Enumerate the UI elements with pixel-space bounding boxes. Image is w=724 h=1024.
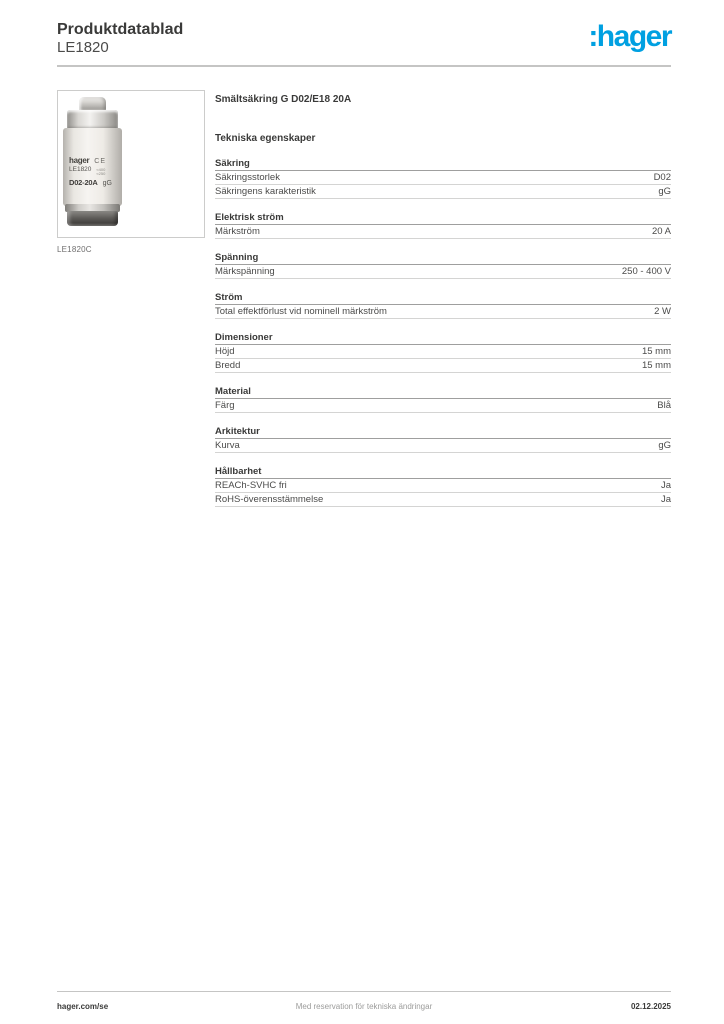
fuse-voltage-marking: ≈400 ≈250 — [96, 167, 106, 176]
footer-date: 02.12.2025 — [630, 1002, 671, 1011]
fuse-collar — [67, 110, 118, 129]
header-titles — [57, 20, 183, 57]
fuse-brand-marking: hager — [69, 156, 90, 165]
spec-group — [215, 331, 671, 373]
spec-label: Kurva — [215, 440, 240, 451]
spec-value: 15 mm — [641, 360, 671, 371]
spec-value: 250 - 400 V — [621, 266, 671, 277]
spec-label: Bredd — [215, 360, 241, 371]
fuse-base — [67, 211, 118, 226]
spec-group — [215, 291, 671, 319]
fuse-class-marking: gG — [102, 180, 112, 187]
spec-label: Höjd — [215, 346, 235, 357]
ce-mark: CE — [94, 158, 107, 165]
spec-row — [215, 345, 671, 359]
spec-row — [215, 359, 671, 373]
spec-group-title: Ström — [215, 291, 671, 305]
spec-groups — [215, 157, 671, 507]
main-content — [57, 90, 671, 507]
photo-caption: LE1820C — [57, 245, 92, 254]
spec-group-title: Säkring — [215, 157, 671, 171]
spec-row — [215, 225, 671, 239]
fuse-illustration — [58, 91, 204, 237]
spec-group — [215, 465, 671, 507]
spec-group — [215, 157, 671, 199]
spec-value: 2 W — [654, 306, 671, 317]
footer-disclaimer: Med reservation för tekniska ändringar — [295, 1002, 433, 1011]
product-photo — [57, 90, 205, 238]
spec-group — [215, 251, 671, 279]
spec-row — [215, 171, 671, 185]
spec-label: Färg — [215, 400, 235, 411]
spec-value: Ja — [660, 494, 671, 505]
spec-label: REACh-SVHC fri — [215, 480, 287, 491]
product-code: LE1820 — [57, 39, 109, 56]
spec-group-title: Dimensioner — [215, 331, 671, 345]
spec-group-title: Elektrisk ström — [215, 211, 671, 225]
footer-website-link[interactable]: hager.com/se — [57, 1002, 109, 1011]
spec-value: 20 A — [651, 226, 671, 237]
spec-label: Säkringens karakteristik — [215, 186, 316, 197]
spec-group — [215, 211, 671, 239]
spec-value: Ja — [660, 480, 671, 491]
spec-group-title: Material — [215, 385, 671, 399]
fuse-print — [69, 156, 119, 187]
spec-label: Märkström — [215, 226, 260, 237]
spec-label: Märkspänning — [215, 266, 275, 277]
spec-row — [215, 479, 671, 493]
spec-label: RoHS-överensstämmelse — [215, 494, 324, 505]
spec-group — [215, 425, 671, 453]
spec-value: gG — [658, 440, 671, 451]
fuse-cap — [79, 97, 106, 111]
spec-row — [215, 399, 671, 413]
header — [57, 20, 671, 57]
spec-value: Blå — [657, 400, 671, 411]
spec-row — [215, 305, 671, 319]
spec-label: Total effektförlust vid nominell märkström — [215, 306, 387, 317]
footer-row — [57, 1002, 671, 1011]
fuse-rating-marking: D02-20A — [69, 178, 98, 187]
spec-group-title: Spänning — [215, 251, 671, 265]
spec-value: D02 — [653, 172, 671, 183]
product-title: Smältsäkring G D02/E18 20A — [215, 94, 352, 105]
spec-row — [215, 185, 671, 199]
hager-logo: :hager — [588, 20, 671, 53]
spec-value: gG — [658, 186, 671, 197]
fuse-reference-marking: LE1820 — [69, 166, 92, 173]
footer — [57, 991, 671, 1011]
spec-row — [215, 493, 671, 507]
document-title: Produktdatablad — [57, 21, 184, 38]
spec-label: Säkringsstorlek — [215, 172, 280, 183]
spec-row — [215, 265, 671, 279]
spec-group-title: Arkitektur — [215, 425, 671, 439]
spec-row — [215, 439, 671, 453]
fuse-body — [63, 128, 122, 206]
spec-value: 15 mm — [641, 346, 671, 357]
spec-group — [215, 385, 671, 413]
photo-column — [57, 90, 205, 507]
spec-group-title: Hållbarhet — [215, 465, 671, 479]
spec-column — [215, 90, 671, 507]
header-divider — [57, 65, 671, 67]
section-title: Tekniska egenskaper — [215, 133, 316, 144]
